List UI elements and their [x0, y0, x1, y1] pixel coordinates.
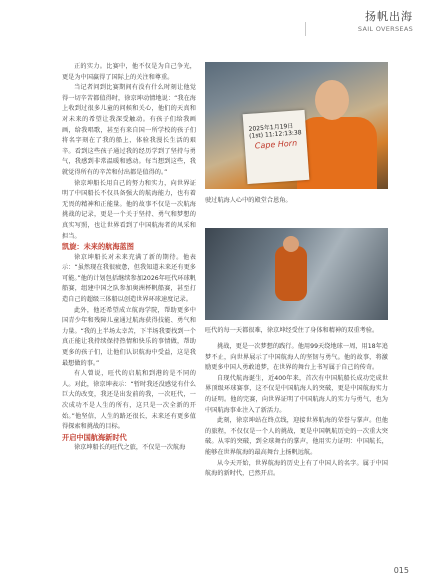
photo-caption: 旺代的每一天都很难，徐京坤经受住了身体和精神的双重考验。 — [205, 327, 379, 334]
section-header — [358, 8, 413, 33]
paragraph: 此刻，徐京坤站在终点线，迎接世界航海的荣誉与掌声。但他的旅程，不仅仅是一个人的挑战，更是中国帆航历史的一次重大突破。从零的突破，到全球舞台的掌声，他用实力证明：中国航长，能够在世界航海的最高舞台上扬帆远航。 — [205, 417, 388, 456]
paragraph: 自现代航海诞生，近400年来，首次有中国航船长成功完成世界顶级环球赛事，这不仅是中国航海人的突破，更是中国航海实力的证明。他的完赛，向世界证明了中国航海人的实力与勇气，也为中国航海事业注入了新活力。 — [205, 374, 388, 414]
paragraph: 徐京坤船长用自己的努力和实力，向世界证明了中国船长不仅具备强大的航海能力，也有着无畏的精神和正能量。他的故事不仅是一次航海挑战的记录，更是一个关于坚持、勇气和梦想的真实写照，也让世界看到了中国航海者的风采和担当。 — [62, 179, 196, 240]
section-heading: 凯旋：未来的航海蓝图 — [62, 242, 134, 252]
paragraph: 徐京坤船长的旺代之旅，不仅是一次航海 — [74, 444, 186, 452]
paragraph: 有人曾说，旺代的启航和到港的是不同的人。对此，徐京坤表示：“暂时我还没感觉有什么巨大的改变，我还是出发前的我，一次旺代，一次成功不是人生的所有，这只是一次全新的开始。”他坚信，人生的路还很长，未来还有更多值得探索和挑战的目标。 — [62, 370, 196, 431]
sailor-face — [315, 80, 349, 120]
section-title-en: SAIL OVERSEAS — [357, 25, 413, 33]
header-divider — [305, 22, 306, 36]
paragraph: 当记者问到比赛期间有没有什么时刻让他觉得一切辛苦都值得时，徐京坤动情地说：“我在海上收到过很多儿童的问候和关心，他们的天真和对未来的希望让我深受触动。有孩子们给我画画，给我唱歌，甚至有来自国一所学校的孩子们将名字刻在了我的船上，体验我漫长生活的艰辛。看到这些孩子通过我的经历学到了坚持与勇气，我感到非常温暖和感动。每当想到这些，我就觉得所有的辛苦和付出都是值得的。” — [62, 84, 196, 176]
section-heading: 开启中国航海新时代 — [62, 432, 127, 442]
photo-caption: 驶过航海人心中的殿堂合恩角。 — [205, 197, 292, 204]
sailor-head — [283, 236, 299, 252]
sign-date: 2025年1月19日 (1st) 11:12:13:38 — [248, 122, 302, 140]
section-title-cn: 扬帆出海 — [365, 10, 413, 23]
photo-cape-horn — [205, 62, 388, 189]
paragraph: 正的实力。比赛中，他不仅是为自己争光，更是为中国赢得了国际上的关注和尊重。 — [62, 63, 196, 81]
left-column — [62, 62, 196, 454]
photo-cabin — [205, 228, 388, 320]
paragraph: 挑战，更是一次梦想的践行。他用99天绕地球一周，用18年追梦不止，向世界展示了中国航海人的坚韧与勇气。他的故事，将激励更多中国人勇敢追梦，在世界的舞台上书写属于自己的传奇。 — [205, 343, 388, 372]
page-number: 015 — [393, 566, 409, 575]
sailor-figure — [275, 246, 307, 301]
right-column — [205, 342, 388, 480]
paragraph: 徐京坤船长对未来充满了新的期待。他表示：“虽然现在我很疲惫，但我知道未来还有更多可能。”他的计划包括继续参加2026年旺代环球帆船赛，组建中国之队参加奥洲杯帆船赛，甚至打造自己的超级三体船以创造世界环球速度记录。 — [62, 253, 196, 304]
paragraph: 从今天开始，世界航海的历史上有了中国人的名字。属于中国航海的新时代，已然开启。 — [205, 459, 388, 478]
paragraph: 此外，他还希望成立航海学院，帮助更多中国青少年和残障儿童通过航海获得技能、勇气和力量。“我的上半场太幸苦，下半场我要找到一个真正能让我持续保持热情和快乐的事情做，帮助更多的孩子们，让他们认识航海中受益，这是我最想做的事。” — [62, 306, 196, 367]
sign-cape-horn: Cape Horn — [254, 138, 298, 151]
handwritten-sign — [243, 110, 310, 184]
